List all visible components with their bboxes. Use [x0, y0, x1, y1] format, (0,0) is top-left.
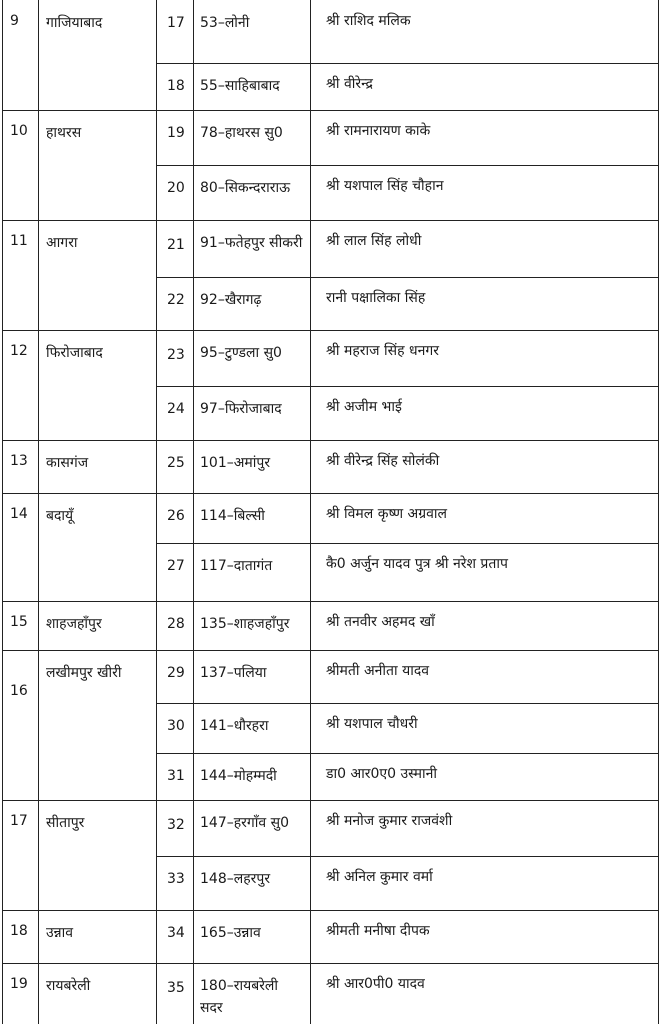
group-rule: [2, 220, 658, 221]
candidate-name: श्री रामनारायण काके: [326, 123, 431, 139]
constituency-name: 53–लोनी: [200, 15, 250, 31]
serial-number: 22: [167, 292, 185, 308]
serial-number: 32: [167, 817, 185, 833]
district-name: शाहजहाँपुर: [46, 616, 102, 632]
row-rule: [156, 277, 658, 278]
column-rule: [38, 0, 39, 1024]
group-rule: [2, 601, 658, 602]
district-name: बदायूँ: [46, 508, 74, 524]
candidate-name: श्री वीरेन्द्र सिंह सोलंकी: [326, 453, 440, 469]
serial-number: 26: [167, 508, 185, 524]
serial-number: 20: [167, 180, 185, 196]
column-rule: [310, 0, 311, 1024]
group-rule: [2, 800, 658, 801]
column-rule: [658, 0, 659, 1024]
row-rule: [156, 753, 658, 754]
constituency-name: 97–फिरोजाबाद: [200, 401, 282, 417]
group-rule: [2, 110, 658, 111]
district-name: लखीमपुर खीरी: [46, 665, 122, 681]
serial-number: 18: [167, 78, 185, 94]
candidate-name: श्री यशपाल चौधरी: [326, 716, 418, 732]
constituency-name: 117–दातागंत: [200, 558, 273, 574]
constituency-name: 92–खैरागढ़: [200, 292, 262, 308]
serial-number: 29: [167, 665, 185, 681]
group-number: 9: [10, 13, 19, 29]
serial-number: 33: [167, 871, 185, 887]
constituency-name: 80–सिकन्दराराऊ: [200, 180, 291, 196]
district-name: गाजियाबाद: [46, 15, 103, 31]
constituency-name: 114–बिल्सी: [200, 508, 265, 524]
group-rule: [2, 493, 658, 494]
column-rule: [193, 0, 194, 1024]
district-name: सीतापुर: [46, 815, 85, 831]
row-rule: [156, 386, 658, 387]
constituency-name: 141–धौरहरा: [200, 718, 269, 734]
serial-number: 27: [167, 558, 185, 574]
group-number: 11: [10, 233, 28, 249]
candidate-name: श्री वीरेन्द्र: [326, 76, 373, 92]
candidate-name: श्री तनवीर अहमद खाँ: [326, 614, 435, 630]
serial-number: 35: [167, 980, 185, 996]
district-name: हाथरस: [46, 125, 82, 141]
group-number: 18: [10, 923, 28, 939]
serial-number: 28: [167, 616, 185, 632]
group-rule: [2, 963, 658, 964]
constituency-name: 101–अमांपुर: [200, 455, 271, 471]
group-number: 17: [10, 813, 28, 829]
serial-number: 17: [167, 15, 185, 31]
row-rule: [156, 703, 658, 704]
group-number: 12: [10, 343, 28, 359]
serial-number: 21: [167, 237, 185, 253]
district-name: आगरा: [46, 235, 78, 251]
constituency-name: 165–उन्नाव: [200, 925, 261, 941]
constituency-name: 91–फतेहपुर सीकरी: [200, 235, 303, 251]
row-rule: [156, 63, 658, 64]
group-number: 14: [10, 506, 28, 522]
district-name: रायबरेली: [46, 978, 91, 994]
group-number: 13: [10, 453, 28, 469]
group-rule: [2, 440, 658, 441]
candidate-name: श्री महराज सिंह धनगर: [326, 343, 439, 359]
serial-number: 34: [167, 925, 185, 941]
constituency-name: 78–हाथरस सु0: [200, 125, 283, 141]
group-number: 16: [10, 683, 28, 699]
candidate-name: रानी पक्षालिका सिंह: [326, 290, 426, 306]
serial-number: 31: [167, 768, 185, 784]
constituency-name: 180–रायबरेली सदर: [200, 978, 279, 1016]
district-name: फिरोजाबाद: [46, 345, 103, 361]
candidate-name: श्रीमती मनीषा दीपक: [326, 923, 430, 939]
group-rule: [2, 650, 658, 651]
candidate-name: श्री यशपाल सिंह चौहान: [326, 178, 444, 194]
candidate-name: श्रीमती अनीता यादव: [326, 663, 430, 679]
column-rule: [156, 0, 157, 1024]
constituency-name: 137–पलिया: [200, 665, 267, 681]
candidate-name: श्री राशिद मलिक: [326, 13, 411, 29]
group-number: 10: [10, 123, 28, 139]
candidate-name: श्री आर0पी0 यादव: [326, 976, 425, 992]
constituency-name: 95–टुण्डला सु0: [200, 345, 282, 361]
serial-number: 24: [167, 401, 185, 417]
row-rule: [156, 165, 658, 166]
candidate-name: कै0 अर्जुन यादव पुत्र श्री नरेश प्रताप: [326, 556, 508, 572]
group-rule: [2, 330, 658, 331]
constituency-name: 144–मोहम्मदी: [200, 768, 277, 784]
column-rule: [2, 0, 3, 1024]
candidate-name: डा0 आर0ए0 उस्मानी: [326, 766, 438, 782]
district-name: कासगंज: [46, 455, 89, 471]
serial-number: 23: [167, 347, 185, 363]
serial-number: 25: [167, 455, 185, 471]
row-rule: [156, 543, 658, 544]
candidate-name: श्री विमल कृष्ण अग्रवाल: [326, 506, 448, 522]
group-number: 15: [10, 614, 28, 630]
constituency-name: 135–शाहजहाँपुर: [200, 616, 290, 632]
constituency-name: 148–लहरपुर: [200, 871, 271, 887]
candidate-name: श्री अजीम भाई: [326, 399, 402, 415]
row-rule: [156, 856, 658, 857]
district-name: उन्नाव: [46, 925, 74, 941]
group-number: 19: [10, 976, 28, 992]
serial-number: 19: [167, 125, 185, 141]
candidate-name: श्री लाल सिंह लोधी: [326, 233, 422, 249]
constituency-name: 147–हरगाँव सु0: [200, 815, 289, 831]
serial-number: 30: [167, 718, 185, 734]
candidate-name: श्री अनिल कुमार वर्मा: [326, 869, 433, 885]
constituency-name: 55–साहिबाबाद: [200, 78, 280, 94]
candidate-name: श्री मनोज कुमार राजवंशी: [326, 813, 453, 829]
group-rule: [2, 910, 658, 911]
